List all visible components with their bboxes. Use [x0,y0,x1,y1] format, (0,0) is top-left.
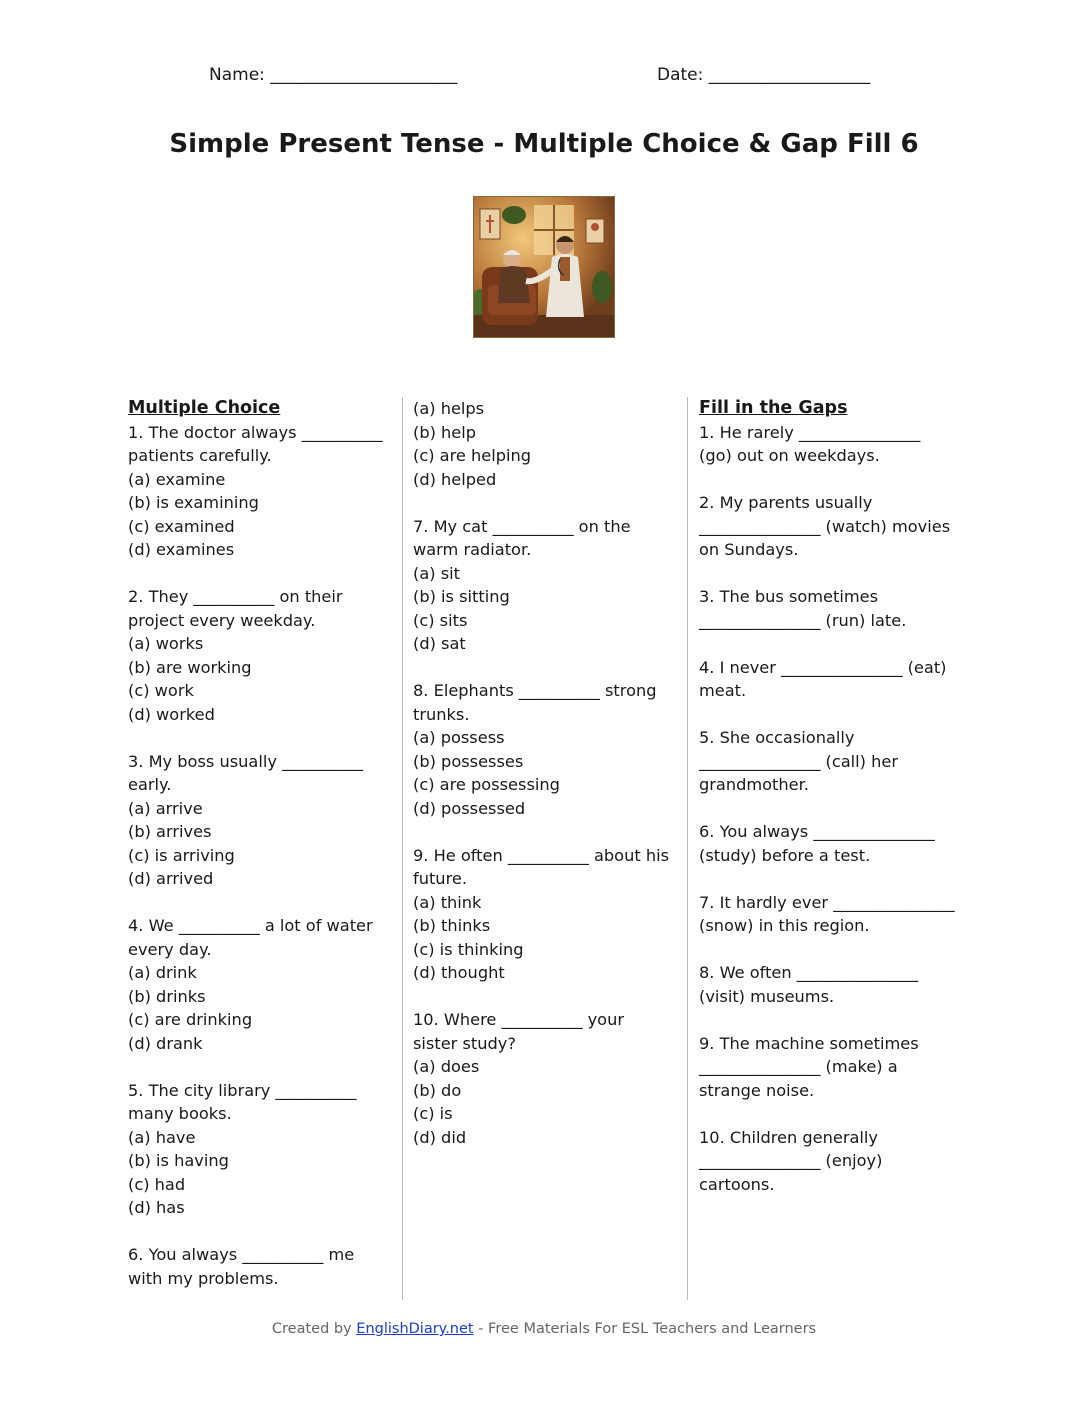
gap-item [699,585,965,632]
answer-option: (a) helps [413,399,485,418]
gap-text: 9. The machine sometimes [699,1033,919,1053]
column-divider [402,397,403,1300]
question-text: 3. My boss usually __________ [128,751,364,771]
question-text: with my problems. [128,1268,279,1288]
gap-item [699,491,965,562]
gap-text: 3. The bus sometimes [699,587,879,606]
question-text: 7. My cat __________ on the [413,516,631,536]
gap-text: 5. She occasionally [699,728,855,747]
answer-option: (d) examines [128,540,235,559]
answer-option: (b) thinks [413,916,491,935]
answer-option: (c) had [128,1174,186,1194]
column-divider [687,397,688,1300]
answer-option: (b) arrives [128,822,212,841]
question-block [128,914,390,1055]
gap-item [699,656,965,703]
question-text: project every weekday. [128,610,316,630]
answer-option: (b) drinks [128,986,206,1006]
answer-option: (a) have [128,1127,196,1147]
question-block [413,1008,679,1149]
name-field-line: Name: ______________________ [209,65,458,85]
question-block [413,679,679,820]
question-block [128,1079,390,1220]
answer-option: (c) are drinking [128,1010,253,1029]
answer-option: (b) is sitting [413,587,510,606]
gap-item [699,1126,965,1197]
gap-text: meat. [699,681,747,700]
gap-item [699,820,965,867]
answer-option: (a) possess [413,728,505,747]
gap-text: cartoons. [699,1174,775,1194]
answer-option: (d) drank [128,1033,203,1053]
column-1 [128,397,390,1290]
question-block [413,844,679,985]
answer-option: (c) is [413,1104,453,1123]
question-text: sister study? [413,1033,516,1053]
gap-text: 2. My parents usually [699,493,873,512]
footer-suffix: - Free Materials For ESL Teachers and Learners [473,1321,817,1337]
footer-prefix: Created by [271,1321,357,1337]
answer-option: (a) drink [128,963,197,982]
multiple-choice-heading: Multiple Choice [128,398,281,418]
gap-text: on Sundays. [699,540,799,559]
answer-option: (d) arrived [128,869,214,888]
answer-option: (a) arrive [128,798,203,818]
question-text: 6. You always __________ me [128,1245,355,1264]
gap-item [699,891,965,938]
gap-text: 6. You always _______________ [699,822,935,841]
question-text: 4. We __________ a lot of water [128,916,373,935]
englishdiary-link[interactable]: EnglishDiary.net [356,1321,474,1337]
gap-text: (go) out on weekdays. [699,446,880,465]
gap-item [699,726,965,797]
question-block [128,750,390,891]
gap-text: grandmother. [699,775,809,794]
gap-item [699,961,965,1008]
gap-text: _______________ (enjoy) [699,1151,883,1170]
gap-text: strange noise. [699,1080,815,1100]
answer-option: (b) are working [128,657,252,677]
question-text: future. [413,869,467,888]
answer-option: (a) works [128,634,204,653]
gap-text: (visit) museums. [699,986,835,1006]
answer-option: (b) do [413,1080,462,1100]
question-text: 10. Where __________ your [413,1010,624,1029]
question-block [128,1243,390,1290]
gap-text: _______________ (call) her [699,751,899,771]
answer-option: (c) sits [413,610,468,630]
question-text: every day. [128,939,212,959]
question-text: patients carefully. [128,446,272,465]
gap-text: _______________ (run) late. [699,610,907,630]
doctor-examining-patient-icon [474,197,614,337]
footer-credit [0,1321,1088,1337]
gap-item [699,421,965,468]
question-text: 5. The city library __________ [128,1080,357,1100]
gap-text: 10. Children generally [699,1127,878,1147]
column-3 [699,397,965,1196]
question-text: trunks. [413,704,470,724]
question-text: 8. Elephants __________ strong [413,681,657,700]
question-text: early. [128,775,172,794]
gap-text: (snow) in this region. [699,916,870,935]
answer-option: (c) are helping [413,446,532,465]
answer-option: (a) does [413,1057,480,1076]
gap-text: 1. He rarely _______________ [699,422,921,442]
date-field-line: Date: ___________________ [657,65,871,85]
answer-option: (c) work [128,681,194,700]
answer-option: (b) is examining [128,493,259,512]
answer-option: (a) think [413,892,482,912]
answer-option: (d) thought [413,963,505,982]
question-text: 9. He often __________ about his [413,845,670,865]
answer-option: (c) are possessing [413,775,560,794]
question-block [128,585,390,726]
gap-text: 7. It hardly ever _______________ [699,892,955,912]
gap-text: _______________ (watch) movies [699,516,951,536]
doctor-patient-illustration [473,196,615,338]
answer-option: (c) is thinking [413,939,524,959]
answer-option: (d) possessed [413,798,526,818]
answer-option: (d) sat [413,634,466,653]
answer-option: (b) possesses [413,751,524,771]
column-2 [413,397,679,1149]
answer-option: (a) sit [413,563,460,583]
answer-option: (a) examine [128,469,226,489]
answer-option: (d) helped [413,469,497,489]
gap-fill-heading: Fill in the Gaps [699,398,848,418]
answer-option: (d) has [128,1198,185,1217]
question-block-continued [413,397,679,491]
question-text: 2. They __________ on their [128,587,343,606]
answer-option: (b) help [413,422,477,442]
gap-item [699,1032,965,1103]
question-text: many books. [128,1104,232,1123]
worksheet-title: Simple Present Tense - Multiple Choice & Gap Fill 6 [169,129,919,159]
answer-option: (c) is arriving [128,845,235,865]
question-text: 1. The doctor always __________ [128,422,383,442]
question-block [413,515,679,656]
answer-option: (d) did [413,1127,467,1147]
gap-text: (study) before a test. [699,845,871,865]
gap-text: _______________ (make) a [699,1057,898,1076]
answer-option: (c) examined [128,516,235,536]
answer-option: (b) is having [128,1151,229,1170]
question-block [128,421,390,562]
gap-text: 4. I never _______________ (eat) [699,657,947,677]
answer-option: (d) worked [128,704,215,724]
question-text: warm radiator. [413,540,532,559]
gap-text: 8. We often _______________ [699,963,919,982]
